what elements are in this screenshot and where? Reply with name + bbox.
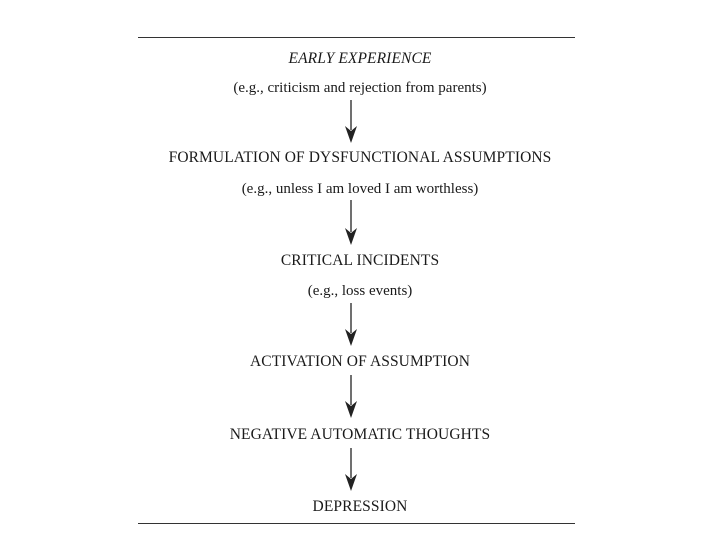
step-dysfunctional-assumptions-example: (e.g., unless I am loved I am worthless) [241, 181, 479, 197]
step-depression-title: DEPRESSION [312, 498, 408, 515]
step-critical-incidents-example: (e.g., loss events) [307, 283, 413, 299]
bottom-rule [138, 523, 575, 524]
step-critical-incidents-title: CRITICAL INCIDENTS [280, 252, 440, 269]
flow-arrow-1 [343, 100, 359, 144]
step-negative-thoughts-title: NEGATIVE AUTOMATIC THOUGHTS [229, 426, 491, 443]
flow-arrow-3 [343, 303, 359, 347]
step-early-experience-title: EARLY EXPERIENCE [288, 50, 432, 67]
step-early-experience-example: (e.g., criticism and rejection from parents) [233, 80, 487, 96]
flow-arrow-4 [343, 375, 359, 419]
flow-arrow-2 [343, 200, 359, 246]
top-rule [138, 37, 575, 38]
step-activation-title: ACTIVATION OF ASSUMPTION [249, 353, 470, 370]
step-dysfunctional-assumptions-title: FORMULATION OF DYSFUNCTIONAL ASSUMPTIONS [168, 149, 552, 166]
flow-arrow-5 [343, 448, 359, 492]
